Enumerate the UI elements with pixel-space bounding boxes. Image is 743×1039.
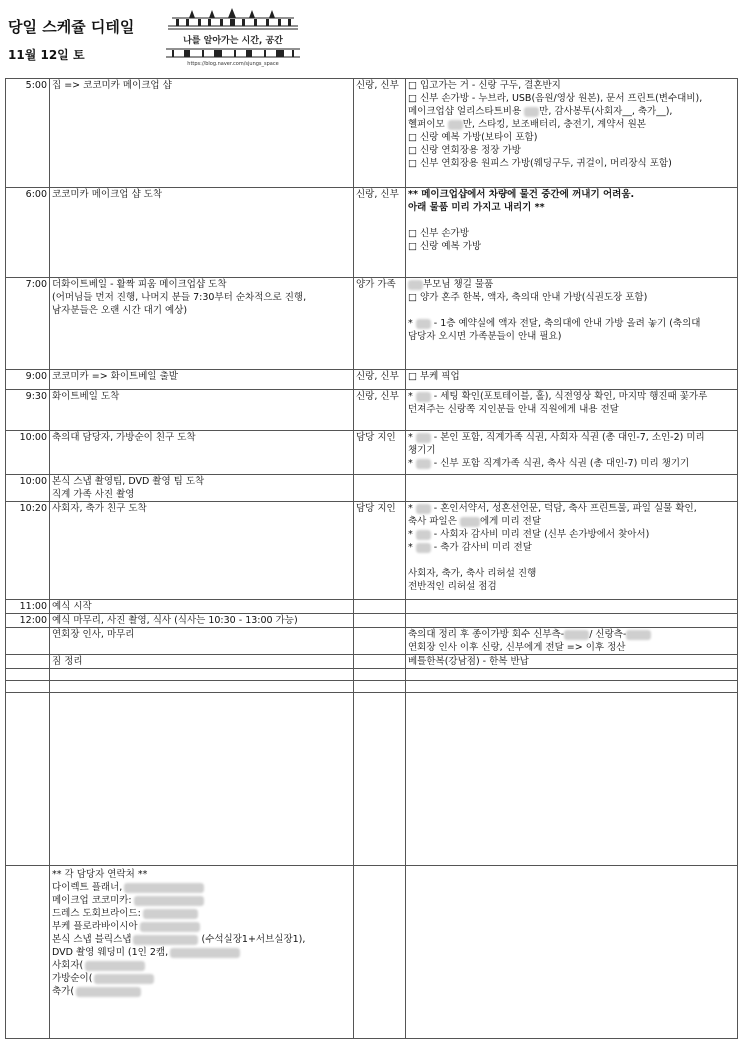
- redacted-text: [408, 280, 423, 290]
- who-cell: [354, 628, 406, 655]
- cell-line: □ 신랑 예복 가방: [408, 241, 482, 252]
- cell-line: (어머님들 먼저 진행, 나머지 분들 7:30부터 순차적으로 진행,: [52, 292, 307, 303]
- task-cell: [50, 628, 354, 655]
- contact-line: 본식 스냅 블릭스냅 (수석실장1+서브실장1),: [52, 934, 306, 945]
- who-cell: 신랑, 신부: [354, 390, 406, 431]
- notes-cell: [406, 370, 738, 390]
- empty-cell: [6, 681, 50, 693]
- table-row: [6, 600, 738, 614]
- cell-line: 남자분들은 오랜 시간 대기 예상): [52, 305, 188, 316]
- table-row: [6, 475, 738, 502]
- who-cell: 양가 가족: [354, 278, 406, 370]
- redacted-text: [626, 630, 651, 640]
- time-cell: 9:00: [6, 370, 50, 390]
- time-cell: 10:00: [6, 475, 50, 502]
- who-cell: [354, 655, 406, 669]
- time-cell: 6:00: [6, 188, 50, 278]
- notes-cell: [406, 614, 738, 628]
- notes-cell: [406, 431, 738, 475]
- cell-line: 집 => 코코미카 메이크업 샵: [52, 80, 172, 91]
- logo-slogan: 나를 알아가는 시간, 공간: [183, 36, 283, 46]
- redacted-text: [416, 530, 431, 540]
- task-cell: [50, 370, 354, 390]
- blog-logo: [162, 8, 304, 70]
- table-row: [6, 79, 738, 188]
- cell-line: 코코미카 메이크업 샵 도착: [52, 189, 163, 200]
- cell-line: * - 본인 포함, 직계가족 식권, 사회자 식권 (총 대인-7, 소인-2) 미리: [408, 432, 705, 443]
- table-row: [6, 655, 738, 669]
- notes-cell: [406, 188, 738, 278]
- cell-line: 짐 정리: [52, 656, 83, 667]
- cell-line: 헬퍼이모 만, 스타킹, 보조배터리, 충전기, 계약서 원본: [408, 119, 646, 130]
- cell-line: 축의대 정리 후 종이가방 회수 신부측- / 신랑측-: [408, 628, 735, 641]
- empty-row: [6, 681, 738, 693]
- notes-cell: [406, 655, 738, 669]
- time-cell: [6, 655, 50, 669]
- table-row: [6, 278, 738, 370]
- table-row: [6, 370, 738, 390]
- cell-line: * - 사회자 감사비 미리 전달 (신부 손가방에서 찾아서): [408, 529, 650, 540]
- logo-url: https://blog.naver.com/sjungs_space: [187, 61, 279, 67]
- cell-line: 본식 스냅 촬영팀, DVD 촬영 팀 도착: [52, 476, 205, 487]
- empty-cell: [406, 866, 738, 1039]
- table-row: [6, 614, 738, 628]
- time-cell: 9:30: [6, 390, 50, 431]
- table-row: [6, 628, 738, 655]
- cell-line: 예식 시작: [52, 601, 92, 612]
- contact-line: 부케 플로라바이시아: [52, 920, 351, 933]
- empty-cell: [50, 693, 354, 866]
- cell-line: * - 신부 포함 직계가족 식권, 축사 식권 (총 대인-7) 미리 챙기기: [408, 458, 690, 469]
- task-cell: [50, 600, 354, 614]
- who-cell: 신랑, 신부: [354, 370, 406, 390]
- cell-line: 연회장 인사 이후 신랑, 신부에게 전달 => 이후 정산: [408, 642, 626, 653]
- cell-line: 메이크업샵 얼리스타트비용 만, 감사봉투(사회자__, 축가__),: [408, 106, 673, 117]
- redacted-text: [460, 517, 480, 527]
- empty-cell: [6, 693, 50, 866]
- schedule-table: [5, 78, 738, 1039]
- table-row: [6, 502, 738, 600]
- who-cell: [354, 475, 406, 502]
- redacted-text: [564, 630, 589, 640]
- task-cell: [50, 502, 354, 600]
- who-cell: [354, 614, 406, 628]
- cell-line: 화이트베일 도착: [52, 391, 120, 402]
- cell-line: □ 신랑 연회장용 정장 가방: [408, 145, 521, 156]
- cell-line: □ 신부 손가방 - 누브라, USB(음원/영상 원본), 문서 프린트(변수대비),: [408, 93, 703, 104]
- empty-cell: [50, 681, 354, 693]
- empty-cell: [6, 866, 50, 1039]
- redacted-text: [416, 319, 431, 329]
- task-cell: [50, 278, 354, 370]
- cell-line: [408, 214, 735, 227]
- redacted-text: [416, 433, 431, 443]
- redacted-text: [133, 935, 198, 945]
- logo-bottom-ornament: [162, 47, 304, 59]
- cell-line: * - 1층 예약실에 액자 전달, 축의대에 안내 가방 올려 놓기 (축의대: [408, 318, 701, 329]
- cell-line: 담당자 오시면 가족분들이 안내 필요): [408, 331, 562, 342]
- cell-line: 베틀한복(강남점) - 한복 반납: [408, 656, 529, 667]
- time-cell: 11:00: [6, 600, 50, 614]
- notes-cell: [406, 278, 738, 370]
- castle-icon: [162, 8, 304, 32]
- time-cell: 5:00: [6, 79, 50, 188]
- cell-line: □ 양가 혼주 한복, 액자, 축의대 안내 가방(식권도장 포함): [408, 292, 648, 303]
- empty-cell: [406, 669, 738, 681]
- redacted-text: [416, 459, 431, 469]
- redacted-text: [416, 504, 431, 514]
- task-cell: [50, 431, 354, 475]
- contact-line: 축가(: [52, 985, 351, 998]
- notes-cell: [406, 628, 738, 655]
- redacted-text: [416, 392, 431, 402]
- time-cell: 7:00: [6, 278, 50, 370]
- who-cell: 신랑, 신부: [354, 79, 406, 188]
- contacts-heading: ** 각 담당자 연락처 **: [52, 869, 148, 880]
- page-title: 당일 스케쥴 디테일: [8, 18, 135, 36]
- cell-line: * - 축가 감사비 미리 전달: [408, 542, 532, 553]
- contact-line: 드레스 도회브라이드:: [52, 907, 351, 920]
- task-cell: [50, 475, 354, 502]
- notes-cell: [406, 390, 738, 431]
- empty-row: [6, 669, 738, 681]
- redacted-text: [134, 896, 204, 906]
- time-cell: 10:20: [6, 502, 50, 600]
- redacted-text: [170, 948, 240, 958]
- contacts-cell: [50, 866, 354, 1039]
- time-cell: [6, 628, 50, 655]
- notes-cell: [406, 502, 738, 600]
- schedule-date: 11월 12일 토: [8, 48, 85, 62]
- notes-cell: [406, 600, 738, 614]
- empty-cell: [354, 693, 406, 866]
- redacted-text: [76, 987, 141, 997]
- contact-line: DVD 촬영 웨딩미 (1인 2캠,: [52, 946, 351, 959]
- task-cell: [50, 655, 354, 669]
- redacted-text: [143, 909, 198, 919]
- who-cell: [354, 600, 406, 614]
- table-row: [6, 188, 738, 278]
- cell-line: □ 부케 픽업: [408, 371, 460, 382]
- empty-cell: [354, 681, 406, 693]
- cell-line: 던져주는 신랑쪽 지인분들 안내 직원에게 내용 전달: [408, 404, 619, 415]
- empty-cell: [6, 669, 50, 681]
- empty-row: [6, 693, 738, 866]
- redacted-text: [524, 107, 539, 117]
- cell-line: * - 혼인서약서, 성혼선언문, 덕담, 축사 프린트물, 파일 실물 확인,: [408, 503, 697, 514]
- cell-line: ** 메이크업샵에서 차량에 물건 중간에 꺼내기 어려움.: [408, 189, 635, 200]
- redacted-text: [140, 922, 200, 932]
- cell-line: [408, 554, 735, 567]
- empty-cell: [354, 866, 406, 1039]
- contact-line: 다이렉트 플래너,: [52, 881, 351, 894]
- time-cell: 10:00: [6, 431, 50, 475]
- notes-cell: [406, 475, 738, 502]
- redacted-text: [94, 974, 154, 984]
- who-cell: 담당 지인: [354, 502, 406, 600]
- cell-line: 더화이트베일 - 활짝 피움 메이크업샵 도착: [52, 279, 227, 290]
- who-cell: 담당 지인: [354, 431, 406, 475]
- notes-cell: [406, 79, 738, 188]
- empty-cell: [354, 669, 406, 681]
- who-cell: 신랑, 신부: [354, 188, 406, 278]
- task-cell: [50, 79, 354, 188]
- task-cell: [50, 614, 354, 628]
- cell-line: □ 신랑 예복 가방(보타이 포함): [408, 132, 538, 143]
- cell-line: □ 신부 연회장용 원피스 가방(웨딩구두, 귀걸이, 머리장식 포함): [408, 158, 672, 169]
- task-cell: [50, 188, 354, 278]
- cell-line: □ 입고가는 거 - 신랑 구두, 결혼반지: [408, 80, 561, 91]
- contacts-row: [6, 866, 738, 1039]
- empty-cell: [50, 669, 354, 681]
- task-cell: [50, 390, 354, 431]
- cell-line: 전반적인 리허설 점검: [408, 581, 497, 592]
- redacted-text: [416, 543, 431, 553]
- cell-line: 코코미카 => 화이트베일 출발: [52, 371, 178, 382]
- cell-line: 부모님 챙길 물품: [408, 278, 735, 291]
- cell-line: 사회자, 축가, 축사 리허설 진행: [408, 568, 537, 579]
- contact-line: 메이크업 코코미카:: [52, 894, 351, 907]
- cell-line: 아래 물품 미리 가지고 내리기 **: [408, 202, 545, 213]
- cell-line: 축사 파일은 에게 미리 전달: [408, 516, 542, 527]
- cell-line: 축의대 담당자, 가방순이 친구 도착: [52, 432, 196, 443]
- cell-line: 직계 가족 사진 촬영: [52, 489, 135, 500]
- redacted-text: [85, 961, 145, 971]
- cell-line: 사회자, 축가 친구 도착: [52, 503, 147, 514]
- cell-line: 챙기기: [408, 445, 436, 456]
- empty-cell: [406, 693, 738, 866]
- table-row: [6, 431, 738, 475]
- empty-cell: [406, 681, 738, 693]
- contact-line: 가방순이(: [52, 972, 351, 985]
- contact-line: 사회자(: [52, 959, 351, 972]
- cell-line: * - 세팅 확인(포토테이블, 홀), 식전영상 확인, 마지막 행진때 꽃가루: [408, 391, 708, 402]
- cell-line: □ 신부 손가방: [408, 228, 469, 239]
- time-cell: 12:00: [6, 614, 50, 628]
- cell-line: [408, 304, 735, 317]
- cell-line: 예식 마무리, 사진 촬영, 식사 (식사는 10:30 - 13:00 가능): [52, 615, 298, 626]
- table-row: [6, 390, 738, 431]
- cell-line: 연회장 인사, 마무리: [52, 629, 135, 640]
- redacted-text: [448, 120, 463, 130]
